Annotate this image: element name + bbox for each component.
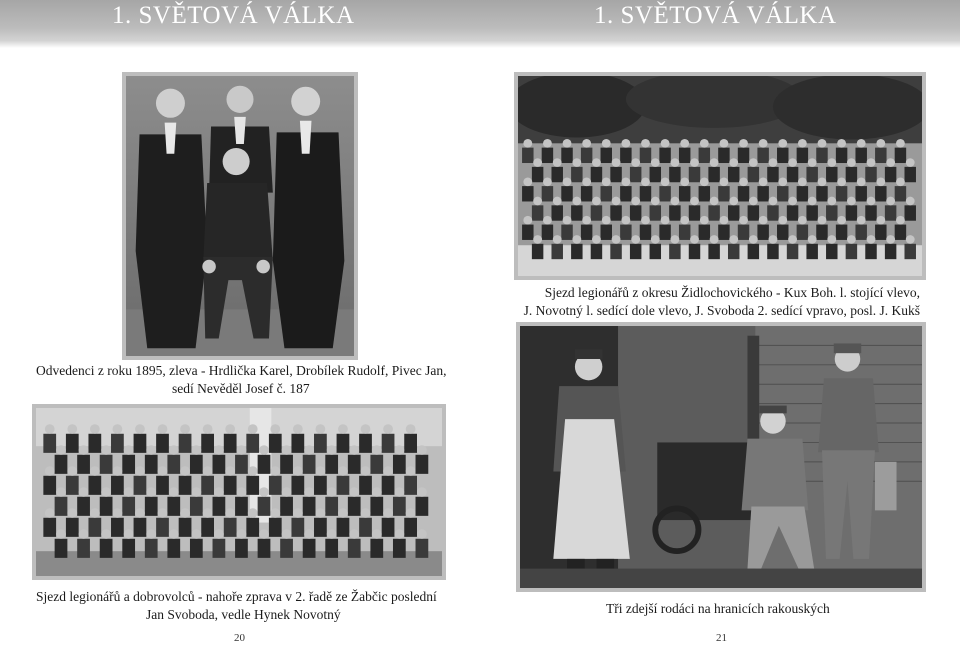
- photo-three-locals-border: [516, 322, 926, 592]
- photo-recruits-1895: [122, 72, 358, 360]
- photo-district-caption-line2: J. Novotný l. sedící dole vlevo, J. Svoboda 2. sedící vpravo, posl. J. Kukš: [523, 303, 920, 318]
- right-page-number: 21: [716, 632, 727, 644]
- photo-legionaries-volunteers-image: [36, 408, 442, 576]
- photo-recruits-image: [126, 76, 354, 356]
- photo-recruits-caption-line1: Odvedenci z roku 1895, zleva - Hrdlička Karel, Drobílek Rudolf, Pivec Jan,: [36, 363, 447, 378]
- photo-district-legionaries: [514, 72, 926, 280]
- left-chapter-title: 1. SVĚTOVÁ VÁLKA: [112, 2, 355, 29]
- photo-three-locals-caption-line1: Tři zdejší rodáci na hranicích rakouských: [606, 601, 830, 616]
- photo-legionaries-caption-line1: Sjezd legionářů a dobrovolců - nahoře zprava v 2. řadě ze Žabčic poslední: [36, 589, 437, 604]
- photo-recruits-caption: [36, 362, 456, 398]
- photo-district-legionaries-image: [518, 76, 922, 276]
- photo-district-caption: [480, 284, 920, 320]
- photo-district-caption-line1: Sjezd legionářů z okresu Židlochovického - Kux Boh. l. stojící vlevo,: [544, 285, 920, 300]
- photo-recruits-caption-line2: sedí Nevěděl Josef č. 187: [172, 381, 310, 396]
- photo-legionaries-caption-line2: Jan Svoboda, vedle Hynek Novotný: [146, 607, 341, 622]
- right-page: [480, 0, 960, 646]
- photo-three-locals-image: [520, 326, 922, 588]
- photo-three-locals-caption: [606, 600, 946, 618]
- photo-legionaries-volunteers: [32, 404, 446, 580]
- right-chapter-title: 1. SVĚTOVÁ VÁLKA: [594, 2, 837, 29]
- left-page-number: 20: [234, 632, 245, 644]
- photo-legionaries-caption: [36, 588, 466, 624]
